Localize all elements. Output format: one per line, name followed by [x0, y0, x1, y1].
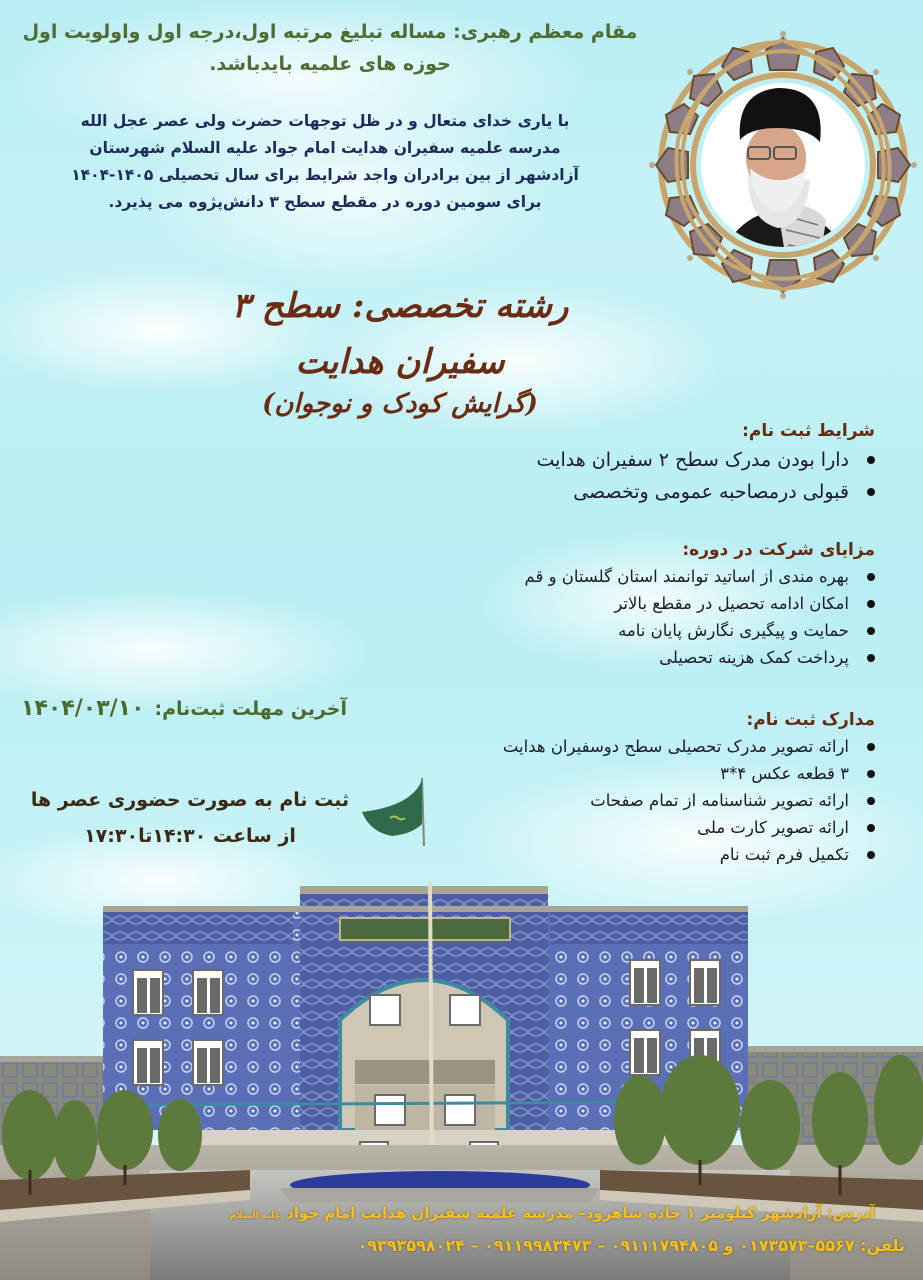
in-person-line-1: ثبت نام به صورت حضوری عصر ها	[30, 789, 350, 811]
bullet-icon	[867, 488, 875, 496]
list-item-text: ارائه تصویر شناسنامه از تمام صفحات	[590, 791, 849, 810]
list-item-text: تکمیل فرم ثبت نام	[719, 845, 849, 864]
registration-deadline	[14, 694, 354, 724]
list-item	[355, 841, 875, 868]
address-honorific: علیه السلام	[229, 1211, 281, 1221]
list-item	[435, 476, 875, 508]
list-item	[355, 590, 875, 617]
list-item	[435, 444, 875, 476]
leader-quote-line-1: مقام معظم رهبری: مساله تبلیغ مرتبه اول،درجه اول واولویت اول	[22, 21, 638, 43]
address-line	[10, 1198, 915, 1231]
intro-line: برای سومین دوره در مقطع سطح ۳ دانش‌پژوه می پذیرد.	[108, 193, 542, 211]
bullet-icon	[867, 627, 875, 635]
bullet-icon	[867, 573, 875, 581]
list-item-text: پرداخت کمک هزینه تحصیلی	[659, 648, 849, 667]
intro-paragraph	[40, 108, 610, 216]
benefits-section	[355, 537, 875, 671]
list-item	[355, 563, 875, 590]
bullet-icon	[867, 851, 875, 859]
list-item-text: امکان ادامه تحصیل در مقطع بالاتر	[614, 594, 849, 613]
list-item	[355, 787, 875, 814]
in-person-registration	[20, 782, 360, 854]
bullet-icon	[867, 770, 875, 778]
leader-quote-line-2: حوزه های علمیه بایدباشد.	[209, 53, 451, 75]
bullet-icon	[867, 456, 875, 464]
benefits-heading: مزایای شرکت در دوره:	[682, 540, 875, 560]
address-text: آدرس: آزادشهر کیلومتر ۱ جاده شاهرود– مدرسه علمیه سفیران هدایت امام جواد	[286, 1204, 875, 1222]
program-title: رشته تخصصی: سطح ۳ سفیران هدایت	[231, 286, 569, 382]
portrait-icon	[648, 30, 918, 300]
documents-section	[355, 707, 875, 868]
list-item-text: دارا بودن مدرک سطح ۲ سفیران هدایت	[536, 449, 849, 471]
list-item	[355, 617, 875, 644]
leader-quote	[20, 16, 640, 80]
intro-line: مدرسه علمیه سفیران هدایت امام جواد علیه السلام شهرستان	[89, 139, 561, 157]
program-subtitle: (گرایش کودک و نوجوان)	[262, 389, 538, 419]
list-item	[355, 733, 875, 760]
bullet-icon	[867, 824, 875, 832]
list-item-text: ۳ قطعه عکس ۴*۳	[720, 764, 849, 783]
bullet-icon	[867, 600, 875, 608]
list-item-text: حمایت و پیگیری نگارش پایان نامه	[618, 621, 849, 640]
intro-line: با یاری خدای متعال و در ظل توجهات حضرت ولی عصر عجل الله	[80, 112, 570, 130]
list-item-text: قبولی درمصاحبه عمومی وتخصصی	[573, 481, 849, 503]
list-item	[355, 644, 875, 671]
list-item-text: ارائه تصویر کارت ملی	[697, 818, 849, 837]
list-item	[355, 760, 875, 787]
deadline-date: ۱۴۰۴/۰۳/۱۰	[21, 696, 145, 721]
intro-line: آزادشهر از بین برادران واجد شرایط برای سال تحصیلی ۱۴۰۵-۱۴۰۴	[71, 166, 579, 184]
registration-conditions-heading: شرایط ثبت نام:	[742, 421, 875, 441]
list-item-text: بهره مندی از اساتید توانمند استان گلستان و قم	[524, 567, 849, 586]
phone-numbers: تلفن: ۵۵۶۷–۰۱۷۳۵۷۳ و ۰۹۱۱۱۷۹۴۸۰۵ – ۰۹۱۱۹۹۸۳۴۷۳ – ۰۹۳۹۳۵۹۸۰۲۴	[357, 1236, 905, 1255]
registration-conditions-section	[435, 418, 875, 508]
list-item	[355, 814, 875, 841]
contact-footer	[10, 1198, 915, 1261]
list-item-text: ارائه تصویر مدرک تحصیلی سطح دوسفیران هدایت	[502, 737, 849, 756]
in-person-hours: از ساعت ۱۴:۳۰تا۱۷:۳۰	[84, 825, 296, 847]
bullet-icon	[867, 654, 875, 662]
portrait-frame	[648, 30, 918, 300]
documents-heading: مدارک ثبت نام:	[746, 710, 875, 730]
bullet-icon	[867, 797, 875, 805]
bullet-icon	[867, 743, 875, 751]
deadline-label: آخرین مهلت ثبت‌نام:	[154, 698, 347, 720]
